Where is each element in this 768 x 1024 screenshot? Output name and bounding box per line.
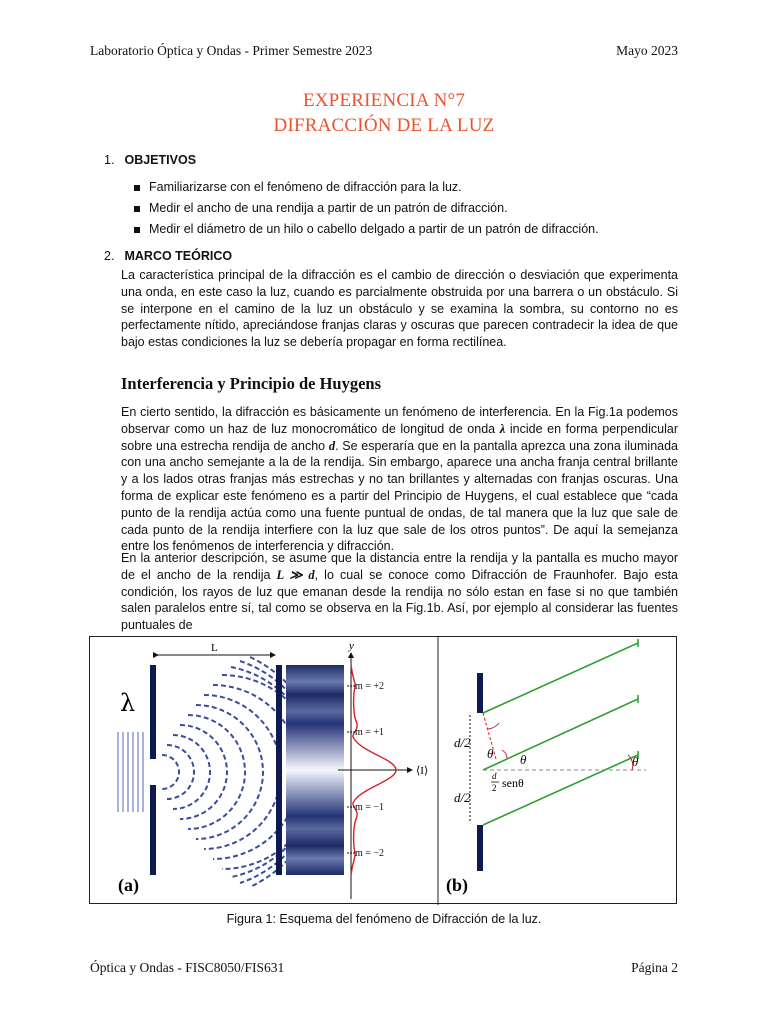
theta-label: θ [487,746,494,761]
bullet-square-icon [134,206,140,212]
section-label: MARCO TEÓRICO [124,249,233,263]
list-item: Medir el ancho de una rendija a partir de un patrón de difracción. [134,200,599,221]
theta-label: θ [520,752,527,767]
incident-waves [118,732,143,812]
list-item: Familiarizarse con el fenómeno de difracción para la luz. [134,179,599,200]
slit-lower-wall [477,825,483,871]
title-line-2: DIFRACCIÓN DE LA LUZ [273,115,495,136]
figure-diffraction [89,636,677,904]
figure-svg [90,637,678,905]
fraunhofer-condition: L ≫ d [276,567,315,582]
theta-arc [488,723,499,729]
document-title [0,88,768,138]
section-number: 1. [104,153,115,167]
subsection-title: Interferencia y Principio de Huygens [121,374,382,393]
page-number: Página 2 [631,960,678,975]
half-width-label: d/2 [454,735,471,750]
distance-label: L [211,642,218,654]
order-label: m = +2 [355,681,385,692]
svg-text:senθ: senθ [502,776,524,790]
slit-upper-wall [477,673,483,713]
huygens-paragraph-1: En cierto sentido, la difracción es básicamente un fenómeno de interferencia. En la Fig.1a podemos observar como un haz de luz monocromático de longitud de onda λ incide en forma perpendicular sobre una estrecha rendija de ancho d. Se esperaría que en la pantalla aprezca una zona iluminada con una ancho semejante a la de la rendija. Sin embargo, aparece una ancha franja central brillante y a los lados otras franjas más estrechas y no tan brillantes y alternadas con franjas oscuras. Una forma de explicar este fenómeno es a partir del Principio de Huygens, el cual establece que “cada punto de la rendija actúa como una fuente puntual de ondas, de tal manera que la luz que sale de cada punto de la rendija interfiere con la luz que sale de los otros puntos”. De aquí la semejanza entre los fenómenos de interferencia y difracción. [121,405,679,554]
huygens-paragraph-2: En la anterior descripción, se asume que la distancia entre la rendija y la pantalla es mucho mayor de el ancho de la rendija L ≫ d, lo cual se conoce como Difracción de Fraunhofer. Bajo esta condición, los rayos de luz que emanan desde la rendija no sólo estan en fase si no que también salen paralelos entre sí, tal como se observa en la Fig.1b. Así, por ejemplo al considerar las fuentes puntuales de [121,551,678,633]
fringe-pattern [286,665,344,875]
order-label: m = −1 [355,802,385,813]
header-date: Mayo 2023 [616,43,678,58]
panel-b-label: (b) [446,875,468,895]
svg-text:d: d [492,771,497,781]
theta-arc [502,750,507,758]
wavelength-label: λ [120,689,136,717]
path-difference-label [491,771,524,793]
order-label: m = +1 [355,727,385,738]
footer-course: Óptica y Ondas - FISC8050/FIS631 [90,960,285,975]
page-header [90,43,678,59]
order-label: m = −2 [355,848,385,859]
page-footer [90,960,678,976]
y-axis-label: y [349,640,354,652]
intensity-label: ⟨I⟩ [416,765,429,777]
section-marco-heading [104,249,232,263]
section-label: OBJETIVOS [124,153,197,167]
objectives-list [134,179,599,242]
figure-caption: Figura 1: Esquema del fenómeno de Difracción de la luz. [226,912,542,926]
lambda-symbol: λ [499,421,506,436]
screen-edge [276,665,282,875]
parallel-rays [483,639,638,825]
half-width-label: d/2 [454,790,471,805]
theta-label: θ [632,754,639,769]
panel-a-label: (a) [118,875,139,895]
slit-opening [148,759,158,785]
marco-paragraph: La característica principal de la difracción es el cambio de dirección o desviación que experimenta una onda, en este caso la luz, cuando es parcialmente obstruida por una barrera o un obstáculo. Si se interpone en el camino de la luz un obstáculo y se examina la sombra, su contorno no es perfectamente nítido, apreciándose franjas claras y oscuras que parecen contradecir la idea de que bajo estas condiciones la luz se debería propagar en forma rectilínea. [121,268,678,350]
slit-width-symbol: d [328,438,336,453]
title-line-1: EXPERIENCIA N°7 [302,90,466,111]
bullet-square-icon [134,185,140,191]
section-number: 2. [104,249,115,263]
section-objetivos-heading [104,153,196,167]
bullet-square-icon [134,227,140,233]
list-item: Medir el diámetro de un hilo o cabello delgado a partir de un patrón de difracción. [134,221,599,242]
header-course: Laboratorio Óptica y Ondas - Primer Semestre 2023 [90,43,373,58]
svg-text:2: 2 [492,783,497,793]
